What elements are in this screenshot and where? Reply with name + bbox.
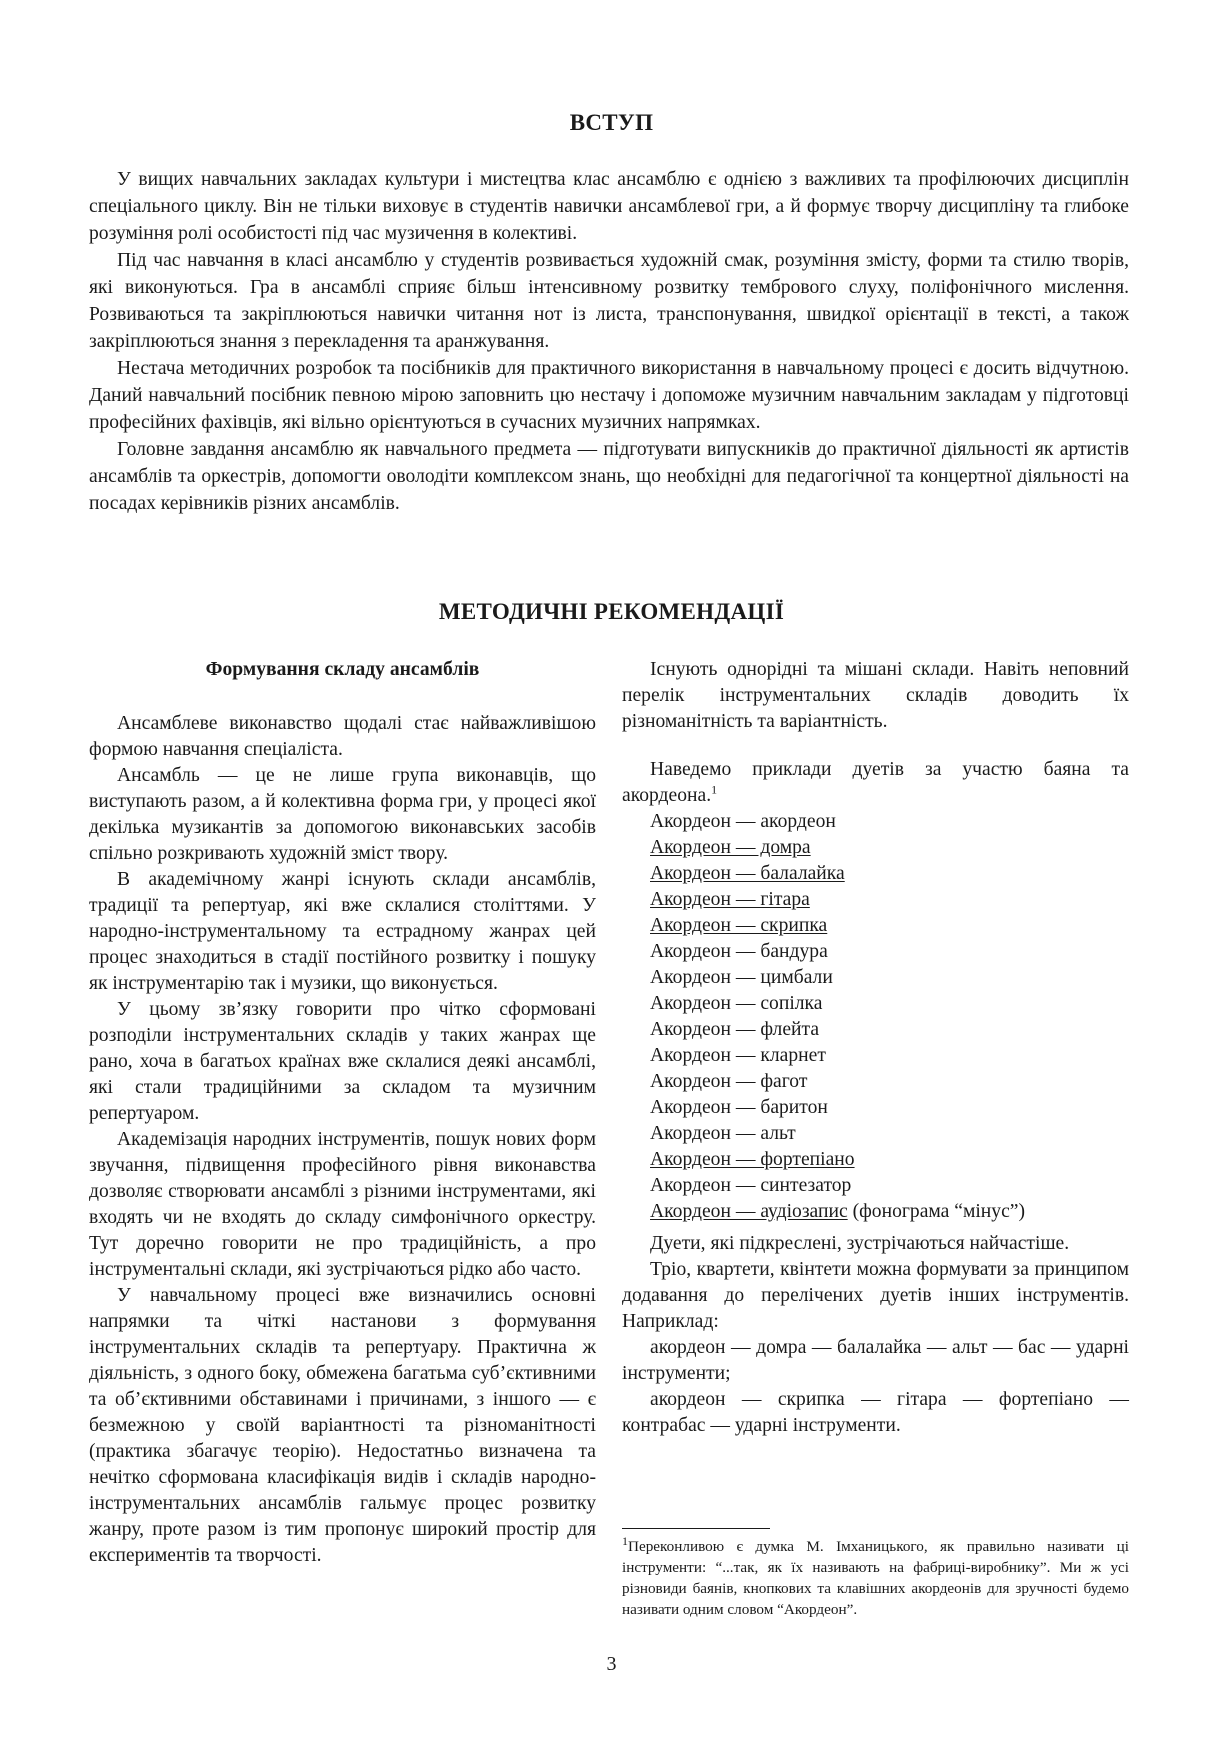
intro-paragraph: У вищих навчальних закладах культури і мистецтва клас ансамблю є однією з важливих та профілюючих дисциплін спеціального циклу. Він не тільки виховує в студентів навички ансамблевої гри, а й формує творчу дисципліну та глибоке розуміння ролі особистості під час музичення в колективі. (89, 169, 1129, 244)
duet-label: Акордеон — фортепіано (650, 1149, 855, 1170)
duet-label: Акордеон — балалайка (650, 863, 845, 884)
duet-label: Акордеон — акордеон (650, 811, 836, 832)
section-subtitle: Формування складу ансамблів (205, 659, 480, 680)
duet-item (650, 939, 1129, 965)
intro-title: ВСТУП (569, 110, 654, 135)
duet-item (650, 1069, 1129, 1095)
body-paragraph: Ансамбль — це не лише група виконавців, що виступають разом, а й колективна форма гри, у процесі якої декілька музикантів за допомогою виконавських засобів спільно розкривають художній зміст твору. (89, 765, 596, 864)
duet-label: Акордеон — аудіозапис (650, 1201, 848, 1222)
duet-item (650, 913, 1129, 939)
footnote-text: Переконливою є думка М. Імханицького, як правильно називати ці інструменти: “...так, як їх називають на фабриці-виробнику”. Ми ж усі різновиди баянів, кнопкових та клавішних акордеонів для зручності будемо називати одним словом “Акордеон”. (622, 1538, 1129, 1618)
page-number: 3 (606, 1653, 617, 1675)
duet-item (650, 835, 1129, 861)
duet-label: Акордеон — синтезатор (650, 1175, 852, 1196)
duets-intro-text: Наведемо приклади дуетів за участю баяна та акордеона. (622, 759, 1129, 806)
duet-item (650, 1017, 1129, 1043)
intro-section (89, 166, 1129, 517)
body-paragraph: Дуети, які підкреслені, зустрічаються найчастіше. (650, 1233, 1070, 1254)
duet-item (650, 861, 1129, 887)
footnote-number: 1 (622, 1533, 628, 1548)
duet-item (650, 1199, 1129, 1225)
intro-paragraph: Нестача методичних розробок та посібників для практичного використання в навчальному процесі є досить відчутною. Даний навчальний посібник певною мірою заповнить цю нестачу і допоможе музичним навчальним закладам у підготовці професійних фахівців, які вільно орієнтуються в сучасних музичних напрямках. (89, 358, 1129, 433)
duet-item (650, 1147, 1129, 1173)
duet-item (650, 1173, 1129, 1199)
duet-label: Акордеон — фагот (650, 1071, 808, 1092)
duet-label: Акордеон — баритон (650, 1097, 828, 1118)
body-paragraph: У цьому зв’язку говорити про чітко сформовані розподіли інструментальних складів у таких жанрах ще рано, хоча в багатьох країнах вже склалися деякі ансамблі, які стали традиційними за складом та музичним репертуаром. (89, 999, 596, 1124)
footnote-divider (622, 1528, 770, 1529)
body-paragraph: Тріо, квартети, квінтети можна формувати за принципом додавання до перелічених дуетів інших інструментів. Наприклад: (622, 1259, 1129, 1332)
spacer (622, 735, 1129, 757)
duet-label: Акордеон — скрипка (650, 915, 828, 936)
duet-item (650, 991, 1129, 1017)
body-paragraph: Існують однорідні та мішані склади. Навіть неповний перелік інструментальних складів доводить їх різноманітність та варіантність. (622, 659, 1129, 732)
right-column (622, 657, 1129, 1439)
duet-item (650, 1121, 1129, 1147)
duet-item (650, 887, 1129, 913)
duet-label: Акордеон — бандура (650, 941, 828, 962)
duet-list (622, 809, 1129, 1225)
duet-label: Акордеон — цимбали (650, 967, 833, 988)
intro-paragraph: Під час навчання в класі ансамблю у студентів розвивається художній смак, розуміння змісту, форми та стилю творів, які виконуються. Гра в ансамблі сприяє більш інтенсивному розвитку тембрового слуху, поліфонічного мислення. Розвиваються та закріплюються навички читання нот із листа, транспонування, швидкої орієнтації в тексті, а також закріплюються знання з перекладення та аранжування. (89, 250, 1129, 352)
body-paragraph: Академізація народних інструментів, пошук нових форм звучання, підвищення професійного рівня виконавства дозволяє створювати ансамблі з різними інструментами, які входять чи не входять до складу симфонічного оркестру. Тут доречно говорити не про традиційність, а про інструментальні склади, які зустрічаються рідко або часто. (89, 1129, 596, 1280)
duets-intro (622, 757, 1129, 809)
footnote-reference: 1 (711, 782, 718, 797)
duet-item (650, 809, 1129, 835)
duet-note: (фонограма “мінус”) (847, 1201, 1026, 1222)
duet-label: Акордеон — гітара (650, 889, 810, 910)
duet-item (650, 965, 1129, 991)
duet-item (650, 1043, 1129, 1069)
body-paragraph: В академічному жанрі існують склади ансамблів, традиції та репертуар, які вже склалися століттями. У народно-інструментальному та естрадному жанрах цей процес знаходиться в стадії постійного розвитку і пошуку як інструментарію так і музики, що виконується. (89, 869, 596, 994)
ensemble-example: акордеон — скрипка — гітара — фортепіано — контрабас — ударні інструменти. (622, 1389, 1129, 1436)
ensemble-example: акордеон — домра — балалайка — альт — бас — ударні інструменти; (622, 1337, 1129, 1384)
left-column (89, 657, 596, 1569)
body-paragraph: У навчальному процесі вже визначились основні напрямки та чіткі настанови з формування інструментальних складів та репертуару. Практична ж діяльність, з одного боку, обмежена багатьма суб’єктивними та об’єктивними обставинами і причинами, з іншого — є безмежною у своїй варіантності та різноманітності (практика збагачує теорію). Недостатньо визначена та нечітко сформована класифікація видів і складів народно-інструментальних ансамблів гальмує процес розвитку жанру, проте разом із тим пропонує широкий простір для експериментів та творчості. (89, 1285, 596, 1566)
duet-label: Акордеон — домра (650, 837, 811, 858)
duet-label: Акордеон — альт (650, 1123, 796, 1144)
intro-paragraph: Головне завдання ансамблю як навчального предмета — підготувати випускників до практичної діяльності як артистів ансамблів та оркестрів, допомогти оволодіти комплексом знань, що необхідні для педагогічної та концертної діяльності на посадах керівників різних ансамблів. (89, 439, 1129, 514)
footnote (622, 1533, 1129, 1620)
duet-item (650, 1095, 1129, 1121)
methods-title: МЕТОДИЧНІ РЕКОМЕНДАЦІЇ (438, 599, 785, 624)
body-paragraph: Ансамблеве виконавство щодалі стає найважливішою формою навчання спеціаліста. (89, 713, 596, 760)
duet-label: Акордеон — флейта (650, 1019, 820, 1040)
duet-label: Акордеон — сопілка (650, 993, 823, 1014)
duet-label: Акордеон — кларнет (650, 1045, 826, 1066)
